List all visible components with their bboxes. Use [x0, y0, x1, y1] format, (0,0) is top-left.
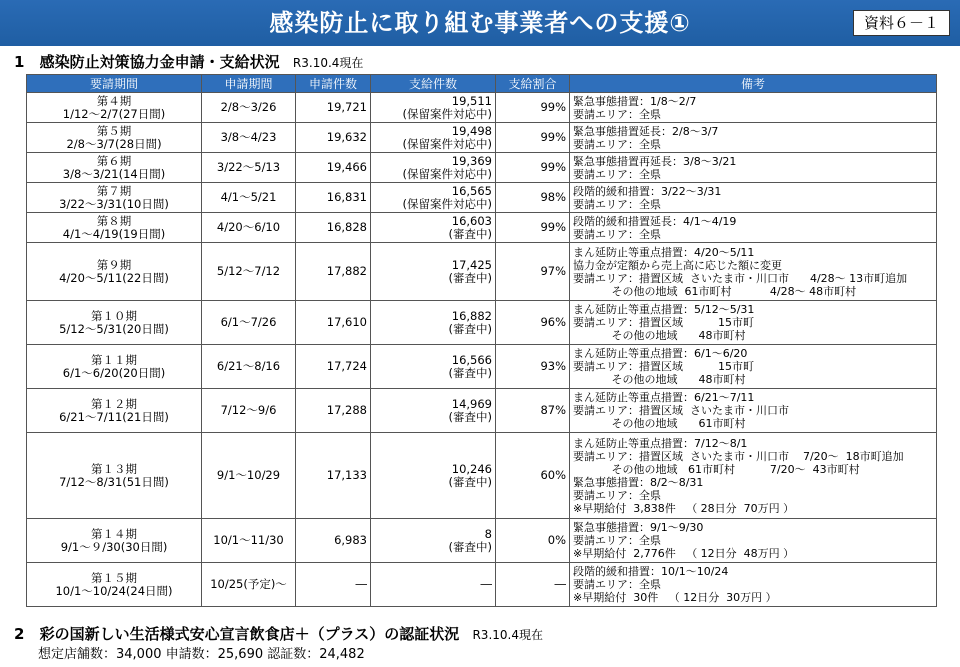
remarks-cell: 緊急事態措置延長：2/8～3/7 要請エリア：全県 — [570, 123, 937, 153]
paid-count: 8 — [484, 526, 492, 541]
paid-cell — [371, 183, 496, 213]
ratio-cell: 96% — [496, 301, 570, 345]
paid-status: (審査中) — [448, 474, 492, 489]
period-cell — [27, 389, 202, 433]
ratio-cell: ― — [496, 563, 570, 607]
applications-cell: 6,983 — [296, 519, 371, 563]
apply-period-cell: 6/1～7/26 — [202, 301, 296, 345]
section2-asof: R3.10.4現在 — [472, 628, 543, 642]
period-range: 6/1～6/20(20日間) — [62, 365, 166, 380]
ratio-cell: 99% — [496, 213, 570, 243]
period-cell — [27, 519, 202, 563]
paid-count: 16,565 — [451, 183, 492, 198]
paid-status: (保留案件対応中) — [402, 106, 492, 121]
paid-status: (審査中) — [448, 321, 492, 336]
header-request-period: 要請期間 — [27, 75, 202, 93]
applications-cell: 17,133 — [296, 433, 371, 519]
applications-cell: 16,828 — [296, 213, 371, 243]
apply-period-cell: 7/12～9/6 — [202, 389, 296, 433]
section2-heading — [14, 623, 543, 644]
remarks-cell: 段階的緩和措置延長：4/1～4/19 要請エリア：全県 — [570, 213, 937, 243]
period-cell — [27, 93, 202, 123]
period-cell — [27, 433, 202, 519]
period-range: 5/12～5/31(20日間) — [59, 321, 169, 336]
period-cell — [27, 345, 202, 389]
paid-status: (保留案件対応中) — [402, 196, 492, 211]
period-cell — [27, 183, 202, 213]
apply-period-cell: 4/1～5/21 — [202, 183, 296, 213]
paid-cell — [371, 389, 496, 433]
page-title: 感染防止に取り組む事業者への支援① — [269, 9, 691, 37]
section1-heading — [14, 51, 363, 72]
period-cell — [27, 153, 202, 183]
ratio-cell: 97% — [496, 243, 570, 301]
ratio-cell: 0% — [496, 519, 570, 563]
period-name: 第８期 — [96, 213, 132, 228]
period-range: 3/8～3/21(14日間) — [62, 166, 166, 181]
period-name: 第６期 — [96, 153, 132, 168]
paid-count: 16,566 — [451, 352, 492, 367]
applications-cell: 19,632 — [296, 123, 371, 153]
remarks-cell: まん延防止等重点措置：6/21～7/11 要請エリア：措置区域 さいたま市・川口市 その他の地域 61市町村 — [570, 389, 937, 433]
period-name: 第１３期 — [91, 461, 137, 476]
section1-title: 感染防止対策協力金申請・支給状況 — [39, 53, 280, 71]
ratio-cell: 99% — [496, 153, 570, 183]
document-tag: 資料６－１ — [853, 10, 950, 36]
applications-cell: 19,721 — [296, 93, 371, 123]
ratio-cell: 87% — [496, 389, 570, 433]
section1-number: 1 — [14, 53, 25, 71]
section1-asof: R3.10.4現在 — [292, 56, 364, 70]
ratio-cell: 93% — [496, 345, 570, 389]
period-name: 第１５期 — [91, 570, 137, 585]
period-range: 2/8～3/7(28日間) — [66, 136, 162, 151]
paid-cell — [371, 123, 496, 153]
table-row — [27, 153, 937, 183]
table-row — [27, 433, 937, 519]
apply-period-cell: 3/8～4/23 — [202, 123, 296, 153]
header-application-period: 申請期間 — [202, 75, 296, 93]
table-row — [27, 345, 937, 389]
remarks-cell: 段階的緩和措置：10/1～10/24 要請エリア：全県 ※早期給付 30件 （ 12日分 30万円 ） — [570, 563, 937, 607]
table-row — [27, 389, 937, 433]
paid-status: (審査中) — [448, 409, 492, 424]
table-row — [27, 563, 937, 607]
paid-status: (保留案件対応中) — [402, 136, 492, 151]
period-cell — [27, 213, 202, 243]
period-range: 4/20～5/11(22日間) — [59, 270, 169, 285]
paid-cell — [371, 563, 496, 607]
period-name: 第１１期 — [91, 352, 137, 367]
period-range: 3/22～3/31(10日間) — [59, 196, 169, 211]
header-payment-count: 支給件数 — [371, 75, 496, 93]
table-row — [27, 123, 937, 153]
ratio-cell: 60% — [496, 433, 570, 519]
apply-period-cell: 9/1～10/29 — [202, 433, 296, 519]
paid-count: 19,511 — [451, 93, 492, 108]
paid-count: 16,882 — [451, 308, 492, 323]
table-row — [27, 93, 937, 123]
remarks-cell: 緊急事態措置：9/1～9/30 要請エリア：全県 ※早期給付 2,776件 （ 12日分 48万円 ） — [570, 519, 937, 563]
ratio-cell: 99% — [496, 123, 570, 153]
remarks-cell: まん延防止等重点措置：4/20～5/11 協力金が定額から売上高に応じた額に変更 要請エリア：措置区域 さいたま市・川口市 4/28～ 13市町追加 その他の地域 61市町村 4/28～ 48市町村 — [570, 243, 937, 301]
paid-status: (審査中) — [448, 270, 492, 285]
paid-count: 19,369 — [451, 153, 492, 168]
period-name: 第１４期 — [91, 526, 137, 541]
paid-status: (審査中) — [448, 365, 492, 380]
table-row — [27, 301, 937, 345]
apply-period-cell: 10/25(予定)～ — [202, 563, 296, 607]
period-name: 第７期 — [96, 183, 132, 198]
period-cell — [27, 243, 202, 301]
period-range: 9/1～９/30(30日間) — [60, 539, 168, 554]
table-header-row — [27, 75, 937, 93]
applications-cell: 19,466 — [296, 153, 371, 183]
applications-cell: 17,288 — [296, 389, 371, 433]
paid-count: 16,603 — [451, 213, 492, 228]
table-row — [27, 243, 937, 301]
period-range: 10/1～10/24(24日間) — [55, 583, 173, 598]
header-remarks: 備考 — [570, 75, 937, 93]
applications-cell: 17,882 — [296, 243, 371, 301]
paid-cell — [371, 153, 496, 183]
paid-cell — [371, 213, 496, 243]
paid-count: 10,246 — [451, 461, 492, 476]
period-name: 第１２期 — [91, 396, 137, 411]
table-row — [27, 183, 937, 213]
period-name: 第１０期 — [91, 308, 137, 323]
period-range: 6/21～7/11(21日間) — [59, 409, 169, 424]
table-row — [27, 213, 937, 243]
period-name: 第９期 — [96, 257, 132, 272]
paid-cell — [371, 345, 496, 389]
header-application-count: 申請件数 — [296, 75, 371, 93]
paid-count: ― — [480, 577, 492, 591]
period-cell — [27, 123, 202, 153]
paid-cell — [371, 93, 496, 123]
period-name: 第５期 — [96, 123, 132, 138]
paid-count: 14,969 — [451, 396, 492, 411]
ratio-cell: 99% — [496, 93, 570, 123]
period-range: 7/12～8/31(51日間) — [59, 474, 169, 489]
remarks-cell: まん延防止等重点措置：5/12～5/31 要請エリア：措置区域 15市町 その他の地域 48市町村 — [570, 301, 937, 345]
paid-cell — [371, 519, 496, 563]
remarks-cell: 緊急事態措置再延長：3/8～3/21 要請エリア：全県 — [570, 153, 937, 183]
period-cell — [27, 301, 202, 345]
remarks-cell: 段階的緩和措置：3/22～3/31 要請エリア：全県 — [570, 183, 937, 213]
paid-count: 17,425 — [451, 257, 492, 272]
applications-cell: ― — [296, 563, 371, 607]
period-name: 第４期 — [96, 93, 132, 108]
ratio-cell: 98% — [496, 183, 570, 213]
paid-count: 19,498 — [451, 123, 492, 138]
remarks-cell: まん延防止等重点措置：7/12～8/1 要請エリア：措置区域 さいたま市・川口市 7/20～ 18市町追加 その他の地域 61市町村 7/20～ 43市町村 緊急事態措置：8/2～8/31 要請エリア：全県 ※早期給付 3,838件 （ 28日分 70万円 ） — [570, 433, 937, 519]
section2-number: 2 — [14, 625, 25, 643]
applications-cell: 17,724 — [296, 345, 371, 389]
remarks-cell: まん延防止等重点措置：6/1～6/20 要請エリア：措置区域 15市町 その他の地域 48市町村 — [570, 345, 937, 389]
apply-period-cell: 6/21～8/16 — [202, 345, 296, 389]
paid-status: (審査中) — [448, 539, 492, 554]
certification-summary: 想定店舗数：34,000 申請数：25,690 認証数：24,482 — [38, 647, 365, 662]
table-row — [27, 519, 937, 563]
subsidy-table — [26, 74, 937, 607]
apply-period-cell: 10/1～11/30 — [202, 519, 296, 563]
remarks-cell: 緊急事態措置：1/8～2/7 要請エリア：全県 — [570, 93, 937, 123]
header-payment-ratio: 支給割合 — [496, 75, 570, 93]
paid-cell — [371, 243, 496, 301]
paid-cell — [371, 433, 496, 519]
applications-cell: 16,831 — [296, 183, 371, 213]
period-cell — [27, 563, 202, 607]
paid-status: (保留案件対応中) — [402, 166, 492, 181]
apply-period-cell: 3/22～5/13 — [202, 153, 296, 183]
paid-status: (審査中) — [448, 226, 492, 241]
paid-cell — [371, 301, 496, 345]
applications-cell: 17,610 — [296, 301, 371, 345]
period-range: 4/1～4/19(19日間) — [62, 226, 166, 241]
section2-title: 彩の国新しい生活様式安心宣言飲食店＋（プラス）の認証状況 — [39, 625, 460, 643]
apply-period-cell: 5/12～7/12 — [202, 243, 296, 301]
period-range: 1/12～2/7(27日間) — [62, 106, 166, 121]
apply-period-cell: 4/20～6/10 — [202, 213, 296, 243]
apply-period-cell: 2/8～3/26 — [202, 93, 296, 123]
